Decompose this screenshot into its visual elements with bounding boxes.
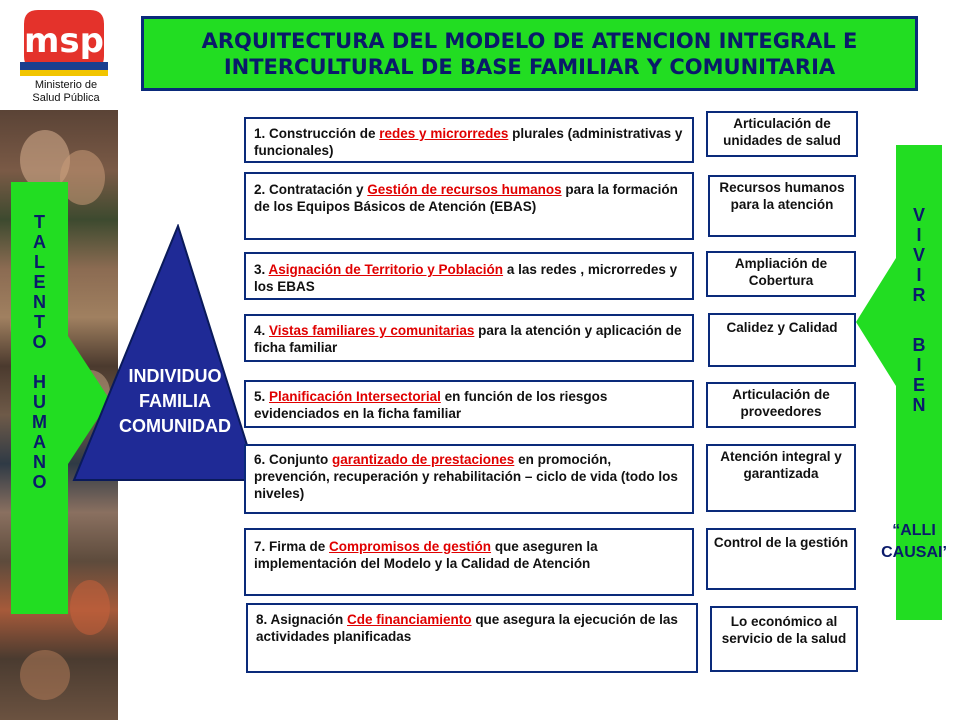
banner-letter: H <box>33 372 46 392</box>
pyramid-familia: FAMILIA <box>139 391 211 411</box>
logo-caption-line1: Ministerio de <box>34 79 98 91</box>
banner-letter: I <box>916 355 922 375</box>
diagram-title <box>141 16 918 91</box>
banner-letter: B <box>912 335 926 355</box>
vivir-arrow-head <box>856 258 896 386</box>
banner-letter: O <box>32 332 47 352</box>
result-2: Recursos humanos para la atención <box>708 175 856 237</box>
step-5: 5. Planificación Intersectorial en función de los riesgos evidenciados en la ficha familiar <box>244 380 694 428</box>
pyramid-comunidad: COMUNIDAD <box>119 416 231 436</box>
step-2-link: Gestión de recursos humanos <box>367 182 562 197</box>
banner-letter: I <box>916 225 922 245</box>
banner-letter: E <box>912 375 925 395</box>
banner-letter: O <box>32 472 47 492</box>
step-5-link: Planificación Intersectorial <box>269 389 441 404</box>
step-4-link: Vistas familiares y comunitarias <box>269 323 475 338</box>
step-8-link: Cde financiamiento <box>347 612 472 627</box>
step-6-link: garantizado de prestaciones <box>332 452 515 467</box>
logo-caption-line2: Salud Pública <box>32 92 100 104</box>
banner-letter: V <box>912 245 925 265</box>
banner-letter: R <box>912 285 926 305</box>
step-1-link: redes y microrredes <box>379 126 509 141</box>
step-1: 1. Construcción de redes y microrredes plurales (administrativas y funcionales) <box>244 117 694 163</box>
banner-letter: N <box>33 452 46 472</box>
banner-letter: V <box>912 205 925 225</box>
banner-letter: U <box>33 392 46 412</box>
step-3-link: Asignación de Territorio y Población <box>268 262 504 277</box>
result-7: Control de la gestión <box>706 528 856 590</box>
banner-letter: I <box>916 265 922 285</box>
step-6: 6. Conjunto garantizado de prestaciones en promoción, prevención, recuperación y rehabilitación – ciclo de vida (todo los niveles) <box>244 444 694 514</box>
alli-line1: “ALLI <box>892 522 936 539</box>
banner-letter: T <box>34 212 45 232</box>
banner-letter: T <box>34 312 45 332</box>
result-4: Calidez y Calidad <box>708 313 856 367</box>
step-3: 3. Asignación de Territorio y Población a las redes , microrredes y los EBAS <box>244 252 694 300</box>
step-2: 2. Contratación y Gestión de recursos humanos para la formación de los Equipos Básicos de Atención (EBAS) <box>244 172 694 240</box>
title-line2: INTERCULTURAL DE BASE FAMILIAR Y COMUNITARIA <box>223 54 836 79</box>
step-7-link: Compromisos de gestión <box>329 539 492 554</box>
title-line1: ARQUITECTURA DEL MODELO DE ATENCION INTEGRAL E <box>201 28 858 53</box>
talento-humano-banner <box>11 182 68 614</box>
banner-letter: L <box>34 252 45 272</box>
banner-letter: M <box>32 412 47 432</box>
banner-letter: A <box>33 432 46 452</box>
pyramid-label <box>100 364 250 439</box>
logo-mark: msp <box>23 21 105 61</box>
result-5: Articulación de proveedores <box>706 382 856 428</box>
result-1: Articulación de unidades de salud <box>706 111 858 157</box>
banner-letter: N <box>33 292 46 312</box>
alli-line2: CAUSAI’ <box>881 544 947 561</box>
alli-causai-label <box>868 520 960 564</box>
pyramid-individuo: INDIVIDUO <box>128 366 222 386</box>
banner-letter: E <box>33 272 46 292</box>
result-6: Atención integral y garantizada <box>706 444 856 512</box>
banner-letter: N <box>912 395 926 415</box>
result-8: Lo económico al servicio de la salud <box>710 606 858 672</box>
pyramid-triangle <box>70 224 260 482</box>
step-4: 4. Vistas familiares y comunitarias para la atención y aplicación de ficha familiar <box>244 314 694 362</box>
banner-letter: A <box>33 232 46 252</box>
step-7: 7. Firma de Compromisos de gestión que aseguren la implementación del Modelo y la Calidad de Atención <box>244 528 694 596</box>
result-3: Ampliación de Cobertura <box>706 251 856 297</box>
step-8: 8. Asignación Cde financiamiento que asegura la ejecución de las actividades planificadas <box>246 603 698 673</box>
logo-caption <box>10 79 122 105</box>
